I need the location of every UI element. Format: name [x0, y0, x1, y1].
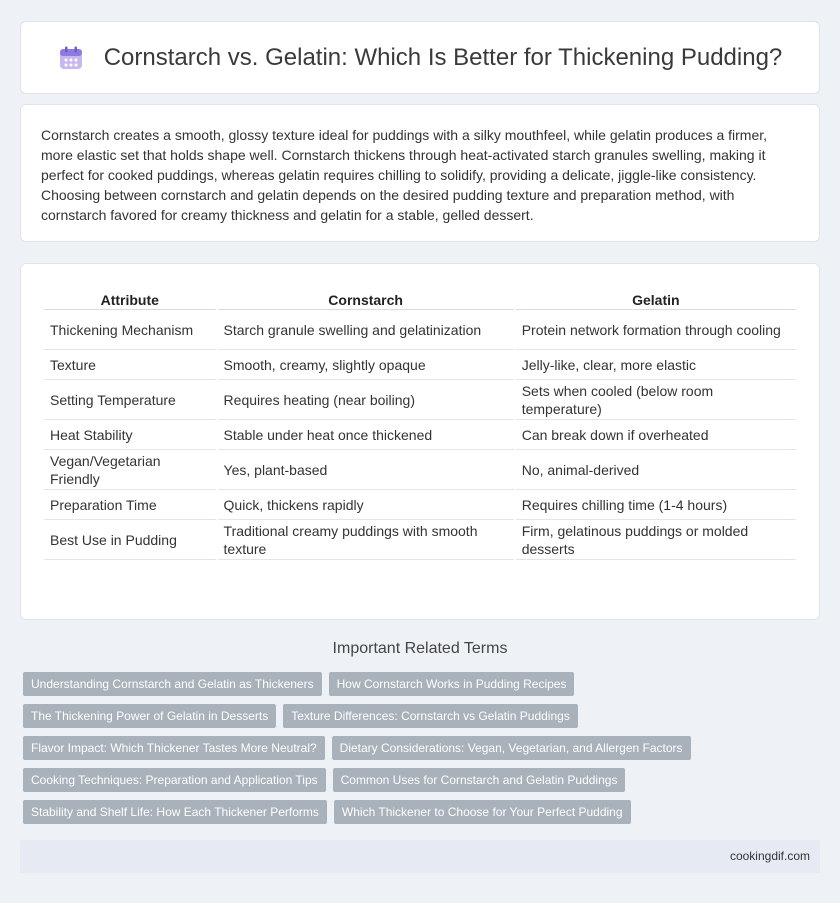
- table-cell: Smooth, creamy, slightly opaque: [218, 350, 514, 380]
- table-cell: Sets when cooled (below room temperature): [516, 380, 796, 420]
- comparison-table-card: [20, 263, 820, 620]
- table-row: [44, 310, 796, 350]
- table-row: [44, 350, 796, 380]
- related-term-tag[interactable]: Understanding Cornstarch and Gelatin as Thickeners: [23, 672, 322, 696]
- header-card: [20, 21, 820, 94]
- related-terms-title: Important Related Terms: [332, 640, 508, 657]
- related-term-tag[interactable]: Texture Differences: Cornstarch vs Gelatin Puddings: [283, 704, 578, 728]
- related-term-tag[interactable]: Which Thickener to Choose for Your Perfect Pudding: [334, 800, 631, 824]
- table-cell: Best Use in Pudding: [44, 520, 216, 560]
- table-cell: No, animal-derived: [516, 450, 796, 490]
- table-cell: Quick, thickens rapidly: [218, 490, 514, 520]
- table-cell: Stable under heat once thickened: [218, 420, 514, 450]
- related-term-tag[interactable]: The Thickening Power of Gelatin in Desserts: [23, 704, 276, 728]
- intro-paragraph: Cornstarch creates a smooth, glossy texture ideal for puddings with a silky mouthfeel, while gelatin produces a firmer, more elastic set that holds shape well. Cornstarch thickens through heat-activated starch granules swelling, making it perfect for cooked puddings, whereas gelatin requires chilling to solidify, providing a delicate, jiggle-like consistency. Choosing between cornstarch and gelatin depends on the desired pudding texture and preparation method, with cornstarch favored for creamy thickness and gelatin for a stable, gelled dessert.: [41, 127, 768, 223]
- column-header-attribute: Attribute: [44, 284, 216, 310]
- table-cell: Heat Stability: [44, 420, 216, 450]
- table-row: [44, 490, 796, 520]
- table-cell: Starch granule swelling and gelatinization: [218, 310, 514, 350]
- column-header-cornstarch: Cornstarch: [218, 284, 514, 310]
- table-cell: Vegan/Vegetarian Friendly: [44, 450, 216, 490]
- table-cell: Preparation Time: [44, 490, 216, 520]
- table-cell: Requires heating (near boiling): [218, 380, 514, 420]
- table-row: [44, 380, 796, 420]
- footer: [20, 840, 820, 873]
- table-cell: Requires chilling time (1-4 hours): [516, 490, 796, 520]
- related-term-tag[interactable]: Flavor Impact: Which Thickener Tastes More Neutral?: [23, 736, 325, 760]
- comparison-table: [42, 284, 798, 560]
- related-term-tag[interactable]: Common Uses for Cornstarch and Gelatin Puddings: [333, 768, 626, 792]
- table-row: [44, 450, 796, 490]
- table-cell: Texture: [44, 350, 216, 380]
- table-row: [44, 520, 796, 560]
- related-term-tag[interactable]: Stability and Shelf Life: How Each Thickener Performs: [23, 800, 327, 824]
- intro-card: [20, 104, 820, 242]
- table-cell: Firm, gelatinous puddings or molded desserts: [516, 520, 796, 560]
- column-header-gelatin: Gelatin: [516, 284, 796, 310]
- table-cell: Thickening Mechanism: [44, 310, 216, 350]
- related-term-tag[interactable]: How Cornstarch Works in Pudding Recipes: [329, 672, 575, 696]
- footer-site-name[interactable]: cookingdif.com: [729, 849, 810, 863]
- table-cell: Protein network formation through cooling: [516, 310, 796, 350]
- table-cell: Setting Temperature: [44, 380, 216, 420]
- related-term-tag[interactable]: Dietary Considerations: Vegan, Vegetarian, and Allergen Factors: [332, 736, 691, 760]
- table-cell: Can break down if overheated: [516, 420, 796, 450]
- related-term-tag[interactable]: Cooking Techniques: Preparation and Application Tips: [23, 768, 326, 792]
- table-cell: Traditional creamy puddings with smooth texture: [218, 520, 514, 560]
- table-cell: Jelly-like, clear, more elastic: [516, 350, 796, 380]
- table-row: [44, 420, 796, 450]
- related-terms-list: [23, 672, 703, 832]
- table-cell: Yes, plant-based: [218, 450, 514, 490]
- calendar-icon: [58, 45, 84, 71]
- page-title: Cornstarch vs. Gelatin: Which Is Better for Thickening Pudding?: [103, 43, 783, 71]
